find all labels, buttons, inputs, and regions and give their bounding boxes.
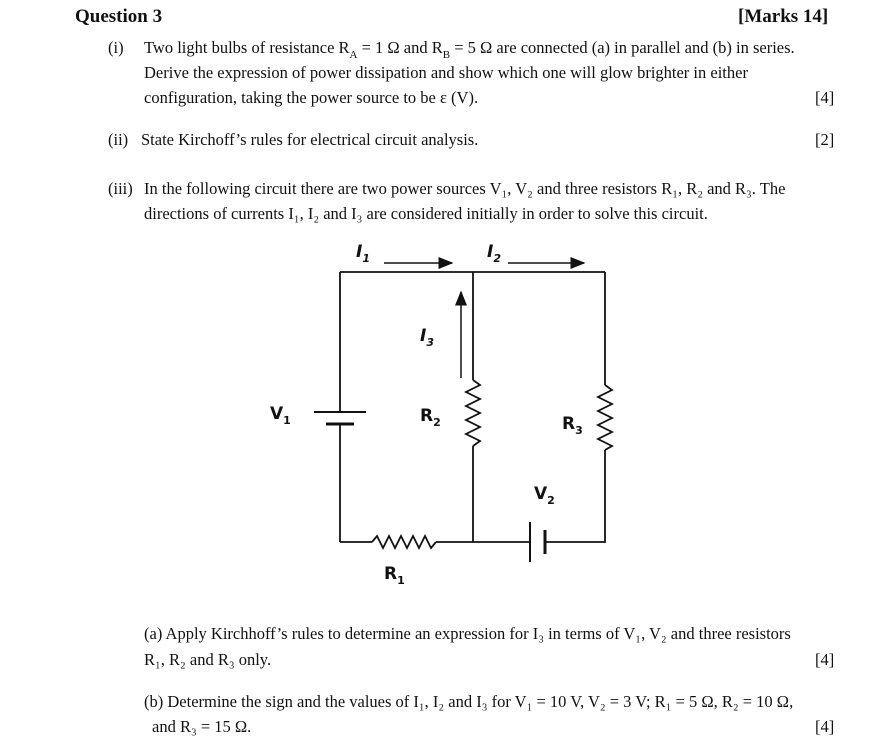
question-marks: [Marks 14] bbox=[738, 6, 829, 27]
label-i3: $I_3$ bbox=[420, 326, 434, 349]
part-i-line3: configuration, taking the power source to be ε (V). bbox=[144, 88, 479, 107]
label-r1: $R_1$ bbox=[384, 564, 405, 587]
part-ii-marks: [2] bbox=[815, 130, 835, 149]
part-i-line2: Derive the expression of power dissipation and show which one will glow brighter in either bbox=[144, 63, 748, 82]
part-i-marks: [4] bbox=[815, 88, 835, 107]
label-v2: $V_2$ bbox=[534, 484, 555, 507]
part-b-marks: [4] bbox=[815, 717, 835, 736]
part-a-line2: R₁, R₂ and R₃ only. bbox=[144, 650, 272, 669]
part-ii-label: (ii) bbox=[108, 130, 129, 149]
part-iii-line2: directions of currents I₁, I₂ and I₃ are considered initially in order to solve this circuit. bbox=[144, 204, 708, 223]
part-a-line1: (a) Apply Kirchhoff’s rules to determine an expression for I₃ in terms of V₁, V₂ and three resistors bbox=[144, 624, 791, 643]
part-i-label: (i) bbox=[108, 38, 124, 57]
resistor-r2-zigzag bbox=[466, 380, 480, 446]
question-title: Question 3 bbox=[75, 6, 163, 27]
label-r3: $R_3$ bbox=[562, 414, 583, 437]
label-v1: $V_1$ bbox=[270, 404, 291, 427]
label-i1: $I_1$ bbox=[356, 242, 370, 265]
part-iii-line1: In the following circuit there are two power sources V₁, V₂ and three resistors R₁, R₂ and R₃. The bbox=[144, 179, 786, 198]
label-r2: $R_2$ bbox=[420, 406, 441, 429]
part-b-line1: (b) Determine the sign and the values of I₁, I₂ and I₃ for V₁ = 10 V, V₂ = 3 V; R₁ = 5 Ω, R₂ = 10 Ω, bbox=[144, 692, 794, 711]
part-i-line1: Two light bulbs of resistance $R_A = 1$ Ω and $R_B = 5$ Ω are connected (a) in parallel and (b) in series. bbox=[144, 38, 795, 61]
resistor-r1-zigzag bbox=[372, 536, 436, 548]
part-ii-text: State Kirchoff’s rules for electrical circuit analysis. bbox=[141, 130, 479, 149]
part-a-marks: [4] bbox=[815, 650, 835, 669]
resistor-r3-zigzag bbox=[598, 385, 612, 450]
label-i2: $I_2$ bbox=[487, 242, 501, 265]
part-iii-label: (iii) bbox=[108, 179, 133, 198]
part-b-line2: and R₃ = 15 Ω. bbox=[152, 717, 252, 736]
